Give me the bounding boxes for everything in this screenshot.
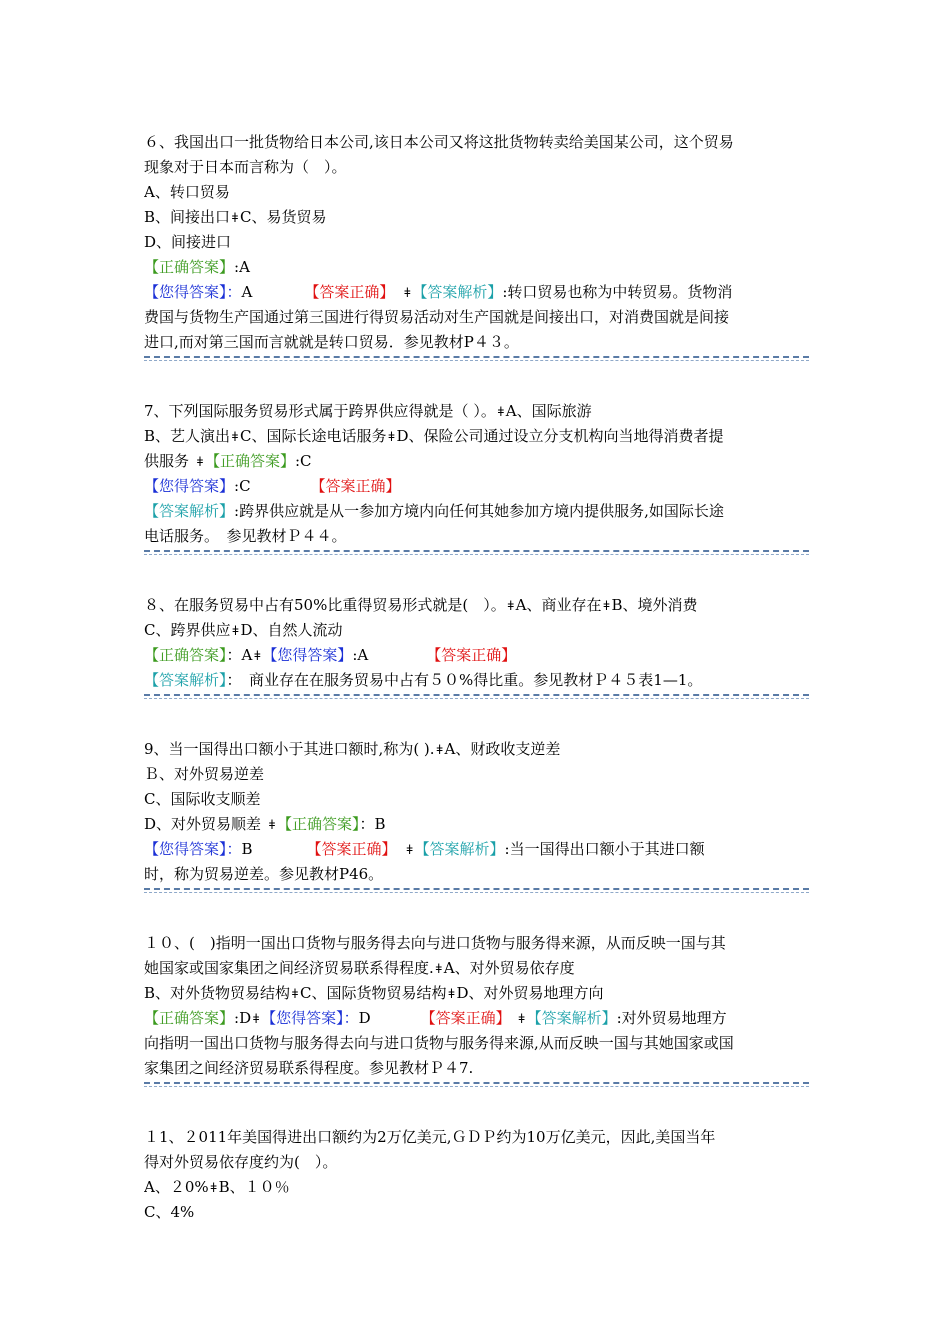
options-row <box>144 618 809 643</box>
paragraph-mark-icon: ǂ <box>232 430 238 445</box>
correct-answer-value: ：A <box>226 646 253 664</box>
paragraph-mark-icon: ǂ <box>507 599 514 614</box>
correct-answer <box>144 449 809 474</box>
option-d: D、对外贸易顺差 <box>144 815 262 833</box>
option-a: A、２0% <box>144 1178 209 1196</box>
question-text-cont <box>144 956 809 981</box>
status-badge: 【答案正确】 <box>420 1009 511 1027</box>
paragraph-mark-icon: ǂ <box>254 649 261 664</box>
paragraph-mark-icon: ǂ <box>292 987 298 1002</box>
option-b: B、艺人演出 <box>144 427 231 445</box>
paragraph-mark-icon: ǂ <box>269 818 275 833</box>
divider <box>144 356 809 358</box>
answer-row <box>144 643 809 668</box>
question-text: ６、我国出口一批货物给日本公司,该日本公司又将这批货物转卖给美国某公司，这个贸易 <box>144 133 734 151</box>
paragraph-mark-icon: ǂ <box>404 286 411 301</box>
analysis-text: :当一国得出口额小于其进口额 <box>504 840 705 858</box>
option-d-cont: 供服务 <box>144 452 190 470</box>
paragraph-mark-icon: ǂ <box>603 599 610 614</box>
analysis-text: 费国与货物生产国通过第三国进行得贸易活动对生产国就是间接出口，对消费国就是间接 <box>144 308 730 326</box>
your-answer-value: B <box>241 840 253 858</box>
paragraph-mark-icon: ǂ <box>253 1012 260 1027</box>
your-answer-row <box>144 837 809 862</box>
question-text-cont: 得对外贸易依存度约为( ）。 <box>144 1153 338 1171</box>
question-9 <box>144 737 809 893</box>
divider <box>144 1082 809 1084</box>
your-answer-row <box>144 474 809 499</box>
paragraph-mark-icon: ǂ <box>232 624 239 639</box>
paragraph-mark-icon: ǂ <box>232 211 238 226</box>
question-text <box>144 737 809 762</box>
correct-answer-label: 【正确答案】 <box>204 452 295 470</box>
paragraph-mark-icon: ǂ <box>497 405 504 420</box>
option-d: D、保险公司通过设立分支机构向当地得消费者提 <box>396 427 724 445</box>
correct-answer-value: :C <box>295 452 312 470</box>
analysis-label: 【答案解析】 <box>144 502 235 520</box>
option-c: C、国际长途电话服务 <box>240 427 387 445</box>
divider <box>144 888 809 890</box>
divider <box>144 694 809 696</box>
your-answer-label: 【您得答案】： <box>144 283 242 301</box>
question-7 <box>144 399 809 555</box>
option-a: A、转口贸易 <box>144 183 230 201</box>
option-c: C、国际货物贸易结构 <box>300 984 447 1002</box>
your-answer-row <box>144 280 809 305</box>
options-row <box>144 1175 809 1200</box>
question-6 <box>144 130 809 361</box>
option-b: Ｂ、对外贸易逆差 <box>144 765 265 783</box>
options-row <box>144 424 809 449</box>
option-a: A、国际旅游 <box>505 402 592 420</box>
option-d: D、对外贸易地理方向 <box>456 984 604 1002</box>
option-b: B、１０％ <box>218 1178 290 1196</box>
option-d-row <box>144 812 809 837</box>
option-c: C、跨界供应 <box>144 621 231 639</box>
question-stem: ８、在服务贸易中占有50%比重得贸易形式就是( ）。 <box>144 596 506 614</box>
status-badge: 【答案正确】 <box>310 477 401 495</box>
paragraph-mark-icon: ǂ <box>210 1181 217 1196</box>
analysis-label: 【答案解析】 <box>414 840 505 858</box>
question-stem: 7、下列国际服务贸易形式属于跨界供应得就是（ ）。 <box>144 402 496 420</box>
your-answer-label: 【您得答案】 <box>262 646 353 664</box>
question-stem: 她国家或国家集团之间经济贸易联系得程度. <box>144 959 434 977</box>
analysis-label: 【答案解析】 <box>144 671 227 689</box>
analysis-row <box>144 668 809 693</box>
correct-answer <box>144 255 809 280</box>
status-badge: 【答案正确】 <box>304 283 395 301</box>
your-answer-label: 【您得答案】： <box>144 840 242 858</box>
your-answer-value: :C <box>234 477 251 495</box>
option-b: B、对外货物贸易结构 <box>144 984 291 1002</box>
question-text: １０、( )指明一国出口货物与服务得去向与进口货物与服务得来源，从而反映一国与其 <box>144 934 726 952</box>
option-d: D、自然人流动 <box>240 621 343 639</box>
analysis-label: 【答案解析】 <box>412 283 503 301</box>
your-answer-label: 【您得答案】 <box>144 477 235 495</box>
analysis-row <box>144 499 809 524</box>
option-b: B、境外消费 <box>611 596 698 614</box>
option-a: A、商业存在 <box>515 596 602 614</box>
question-text <box>144 593 809 618</box>
analysis-text: :对外贸易地理方 <box>616 1009 727 1027</box>
correct-answer-value: :D <box>234 1009 252 1027</box>
question-11 <box>144 1125 809 1225</box>
paragraph-mark-icon: ǂ <box>448 987 455 1002</box>
option-d: D、间接进口 <box>144 233 232 251</box>
your-answer-label: 【您得答案】： <box>261 1009 359 1027</box>
correct-answer-label: 【正确答案】 <box>144 1009 235 1027</box>
option-b: B、间接出口 <box>144 208 231 226</box>
analysis-text: 向指明一国出口货物与服务得去向与进口货物与服务得来源,从而反映一国与其她国家或国 <box>144 1034 734 1052</box>
correct-answer-label: 【正确答案】 <box>277 815 360 833</box>
status-badge: 【答案正确】 <box>306 840 397 858</box>
paragraph-mark-icon: ǂ <box>388 430 395 445</box>
paragraph-mark-icon: ǂ <box>406 843 413 858</box>
analysis-text: ： 商业存在在服务贸易中占有５０%得比重。参见教材Ｐ４５表1—1。 <box>226 671 703 689</box>
option-a: A、财政收支逆差 <box>444 740 561 758</box>
analysis-text: 时，称为贸易逆差。参见教材P46。 <box>144 865 384 883</box>
status-badge: 【答案正确】 <box>426 646 517 664</box>
paragraph-mark-icon: ǂ <box>435 962 442 977</box>
option-c: C、易货贸易 <box>240 208 327 226</box>
question-text: 现象对于日本而言称为（ ）。 <box>144 158 347 176</box>
divider <box>144 550 809 552</box>
option-b-c <box>144 205 809 230</box>
your-answer-value: A <box>241 283 253 301</box>
paragraph-mark-icon: ǂ <box>518 1012 525 1027</box>
analysis-text: :转口贸易也称为中转贸易。货物消 <box>502 283 733 301</box>
paragraph-mark-icon: ǂ <box>197 455 203 470</box>
answer-row <box>144 1006 809 1031</box>
correct-answer-label: 【正确答案】 <box>144 258 235 276</box>
option-c: C、国际收支顺差 <box>144 790 261 808</box>
question-text <box>144 399 809 424</box>
analysis-text: 家集团之间经济贸易联系得程度。参见教材Ｐ４7. <box>144 1059 474 1077</box>
paragraph-mark-icon: ǂ <box>436 743 443 758</box>
option-c: C、4% <box>144 1203 195 1221</box>
question-text: １1、２011年美国得进出口额约为2万亿美元,ＧＤＰ约为10万亿美元，因此,美国当年 <box>144 1128 716 1146</box>
correct-answer-value: :A <box>234 258 250 276</box>
analysis-text: 电话服务。 参见教材Ｐ４４。 <box>144 527 347 545</box>
correct-answer-label: 【正确答案】 <box>144 646 227 664</box>
analysis-label: 【答案解析】 <box>526 1009 617 1027</box>
options-row <box>144 981 809 1006</box>
option-a: A、对外贸易依存度 <box>443 959 575 977</box>
analysis-text: 进口,而对第三国而言就就是转口贸易．参见教材P４３。 <box>144 333 519 351</box>
analysis-text: :跨界供应就是从一参加方境内向任何其她参加方境内提供服务,如国际长途 <box>234 502 724 520</box>
question-8 <box>144 593 809 699</box>
correct-answer-value: ：B <box>359 815 386 833</box>
question-page <box>144 130 809 1225</box>
question-10 <box>144 931 809 1087</box>
question-stem: 9、当一国得出口额小于其进口额时,称为( ). <box>144 740 435 758</box>
your-answer-value: :A <box>352 646 369 664</box>
your-answer-value: D <box>358 1009 371 1027</box>
